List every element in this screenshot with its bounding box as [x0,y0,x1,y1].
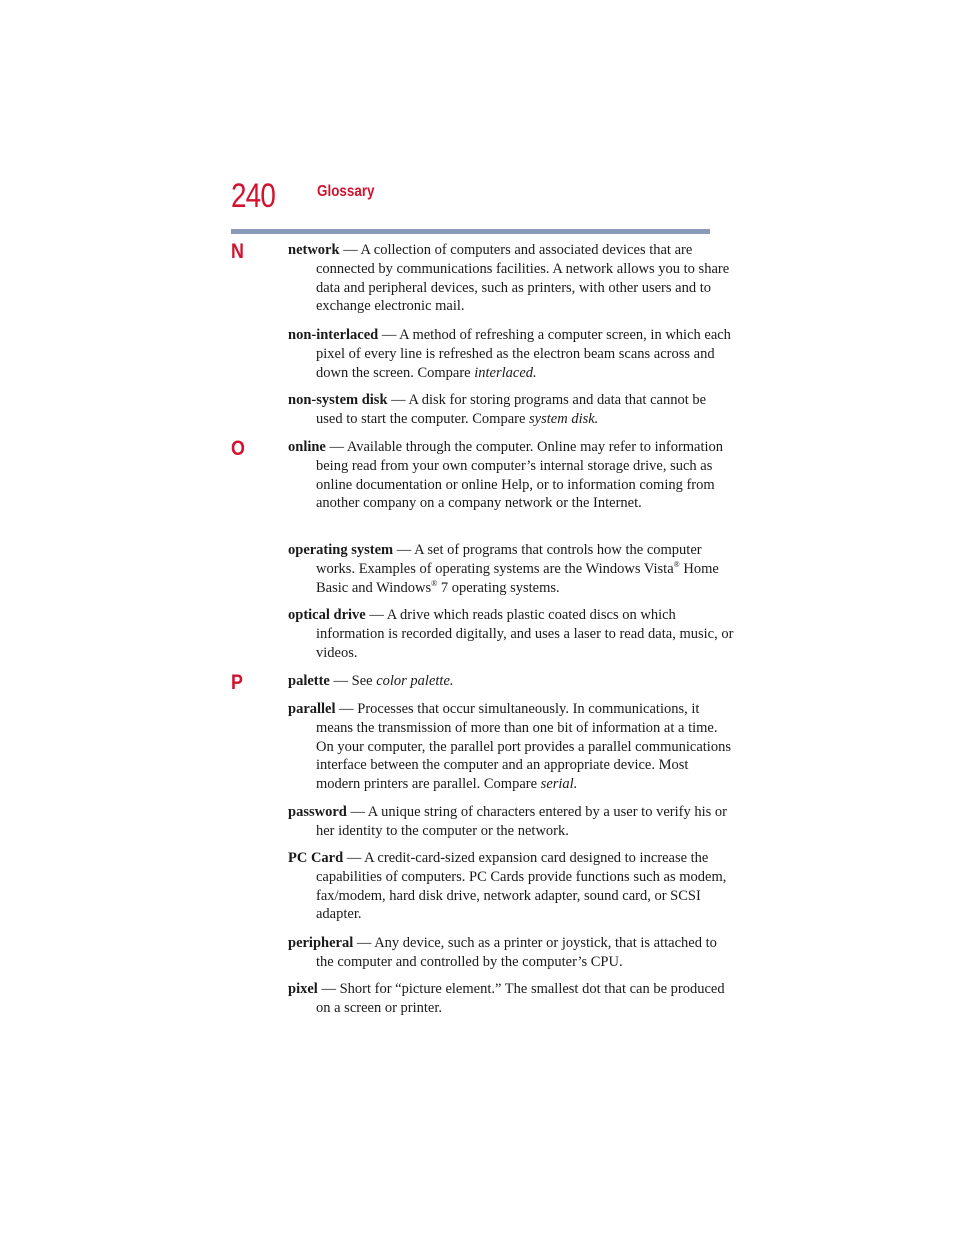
entry-definition: A credit-card-sized expansion card designed to increase the capabilities of computers. PC Cards provide functions such as modem, fax/modem, hard disk drive, network adapter, sound card, or SCSI adapter. [316,850,727,923]
entry-definition-part-2: Home Basic and Windows [316,560,719,596]
entry-term: optical drive [288,607,366,623]
glossary-entry-password [288,803,736,841]
glossary-entry-pc-card [288,849,736,924]
cross-reference: color palette. [376,673,454,689]
entry-term: network [288,242,340,258]
entry-term: PC Card [288,850,344,866]
entry-term: non-system disk [288,392,388,408]
page-number: 240 [231,177,276,215]
em-dash: — [387,392,409,408]
glossary-entry-pixel [288,980,736,1018]
em-dash: — [339,242,361,258]
entry-definition: A disk for storing programs and data that cannot be used to start the computer. Compare [316,392,707,427]
entry-term: non-interlaced [288,327,379,343]
em-dash: — [329,673,352,689]
entry-definition: A drive which reads plastic coated discs on which information is recorded digitally, and uses a laser to read data, music, or videos. [316,607,734,661]
em-dash: — [353,935,375,951]
entry-term: palette [288,673,330,689]
glossary-entry-non-interlaced [288,326,736,382]
entry-term: peripheral [288,935,354,951]
section-letter-n: N [231,240,244,263]
glossary-entry-network [288,241,736,316]
entry-definition: A collection of computers and associated devices that are connected by communications facilities. A network allows you to share data and peripheral devices, such as printers, with other users and to exchange electronic mail. [316,242,730,315]
glossary-entry-palette [288,672,736,691]
section-letter-p: P [231,671,243,694]
em-dash: — [335,701,358,717]
glossary-entry-non-system-disk [288,391,736,429]
glossary-entry-online [288,438,736,513]
registered-mark: ® [673,559,680,569]
entry-definition: Processes that occur simultaneously. In communications, it means the transmission of more than one bit of information at a time. On your computer, the parallel port provides a parallel communications interface between the computer and an appropriate device. Most modern printers are parallel. Compare [316,701,731,793]
entry-definition: A unique string of characters entered by a user to verify his or her identity to the computer or the network. [316,804,727,839]
glossary-entry-parallel [288,700,736,794]
section-title: Glossary [317,183,375,200]
entry-term: pixel [288,981,318,997]
glossary-entry-peripheral [288,934,736,972]
entry-term: password [288,804,347,820]
cross-reference: interlaced. [474,364,537,381]
em-dash: — [378,327,400,343]
entry-definition: Any device, such as a printer or joystick, that is attached to the computer and controlled by the computer’s CPU. [316,935,717,970]
em-dash: — [365,607,387,623]
glossary-entry-operating-system [288,541,736,597]
em-dash: — [325,439,347,455]
entry-definition-part-1: A set of programs that controls how the computer works. Examples of operating systems are the Windows Vista [316,542,702,577]
cross-reference: system disk. [529,410,599,427]
entry-definition: Short for “picture element.” The smallest dot that can be produced on a screen or printer. [316,981,725,1016]
section-letter-o: O [231,437,245,460]
glossary-entry-optical-drive [288,606,736,662]
em-dash: — [317,981,340,997]
entry-definition: Available through the computer. Online may refer to information being read from your own computer’s internal storage drive, such as online documentation or online Help, or to information coming from another company on a company network or the Internet. [316,439,724,512]
cross-reference: serial. [540,776,578,793]
em-dash: — [393,542,415,558]
entry-definition: See [351,673,377,689]
entry-term: parallel [288,701,336,717]
entry-term: operating system [288,542,394,558]
header-rule [231,229,710,234]
registered-mark: ® [431,578,438,588]
em-dash: — [343,850,365,866]
entry-term: online [288,439,326,455]
entry-definition-part-3: 7 operating systems. [437,579,560,596]
em-dash: — [346,804,368,820]
entry-definition: A method of refreshing a computer screen, in which each pixel of every line is refreshed as the electron beam scans across and down the screen. Compare [316,327,731,381]
